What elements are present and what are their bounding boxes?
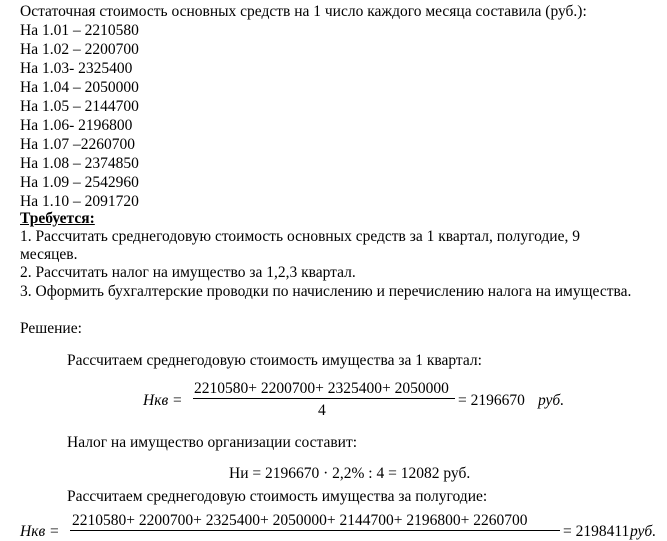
q1-fraction-bar: [193, 398, 455, 399]
value-line: На 1.04 – 2050000: [20, 79, 139, 96]
task-item: 3. Оформить бухгалтерские проводки по начислению и перечислению налога на имущества.: [20, 283, 632, 300]
q1-numerator: 2210580+ 2200700+ 2325400+ 2050000: [194, 380, 449, 397]
required-heading: Требуется:: [20, 210, 95, 227]
value-line: На 1.02 – 2200700: [20, 41, 139, 58]
tax-formula: Ни = 2196670 · 2,2% : 4 = 12082 руб.: [229, 465, 471, 482]
value-line: На 1.09 – 2542960: [20, 174, 139, 191]
q1-result: = 2196670: [458, 392, 525, 409]
q1-lhs: Нкв =: [143, 392, 183, 409]
half-result: = 2198411: [563, 523, 630, 540]
q1-unit: руб.: [538, 392, 565, 409]
value-line: На 1.10 – 2091720: [20, 193, 139, 210]
value-line: На 1.03- 2325400: [20, 60, 133, 77]
value-line: На 1.07 –2260700: [20, 136, 135, 153]
value-line: На 1.06- 2196800: [20, 117, 133, 134]
intro-line: Остаточная стоимость основных средств на 1 число каждого месяца составила (руб.):: [20, 3, 587, 20]
q1-intro: Рассчитаем среднегодовую стоимость имущества за 1 квартал:: [67, 352, 482, 369]
solution-label: Решение:: [20, 320, 82, 337]
q1-denominator: 4: [318, 402, 326, 419]
value-line: На 1.01 – 2210580: [20, 22, 139, 39]
half-intro: Рассчитаем среднегодовую стоимость имущества за полугодие:: [67, 488, 488, 505]
tax-intro: Налог на имущество организации составит:: [67, 434, 358, 451]
half-unit: руб.: [630, 523, 657, 540]
half-lhs: Нкв =: [20, 523, 60, 540]
task-item: 1. Рассчитать среднегодовую стоимость основных средств за 1 квартал, полугодие, 9 месяцев.: [20, 228, 580, 263]
value-line: На 1.08 – 2374850: [20, 155, 139, 172]
value-line: На 1.05 – 2144700: [20, 98, 139, 115]
task-item: 2. Рассчитать налог на имущество за 1,2,3 квартал.: [20, 264, 356, 281]
half-numerator: 2210580+ 2200700+ 2325400+ 2050000+ 2144700+ 2196800+ 2260700: [72, 512, 528, 529]
half-fraction-bar: [70, 530, 560, 531]
